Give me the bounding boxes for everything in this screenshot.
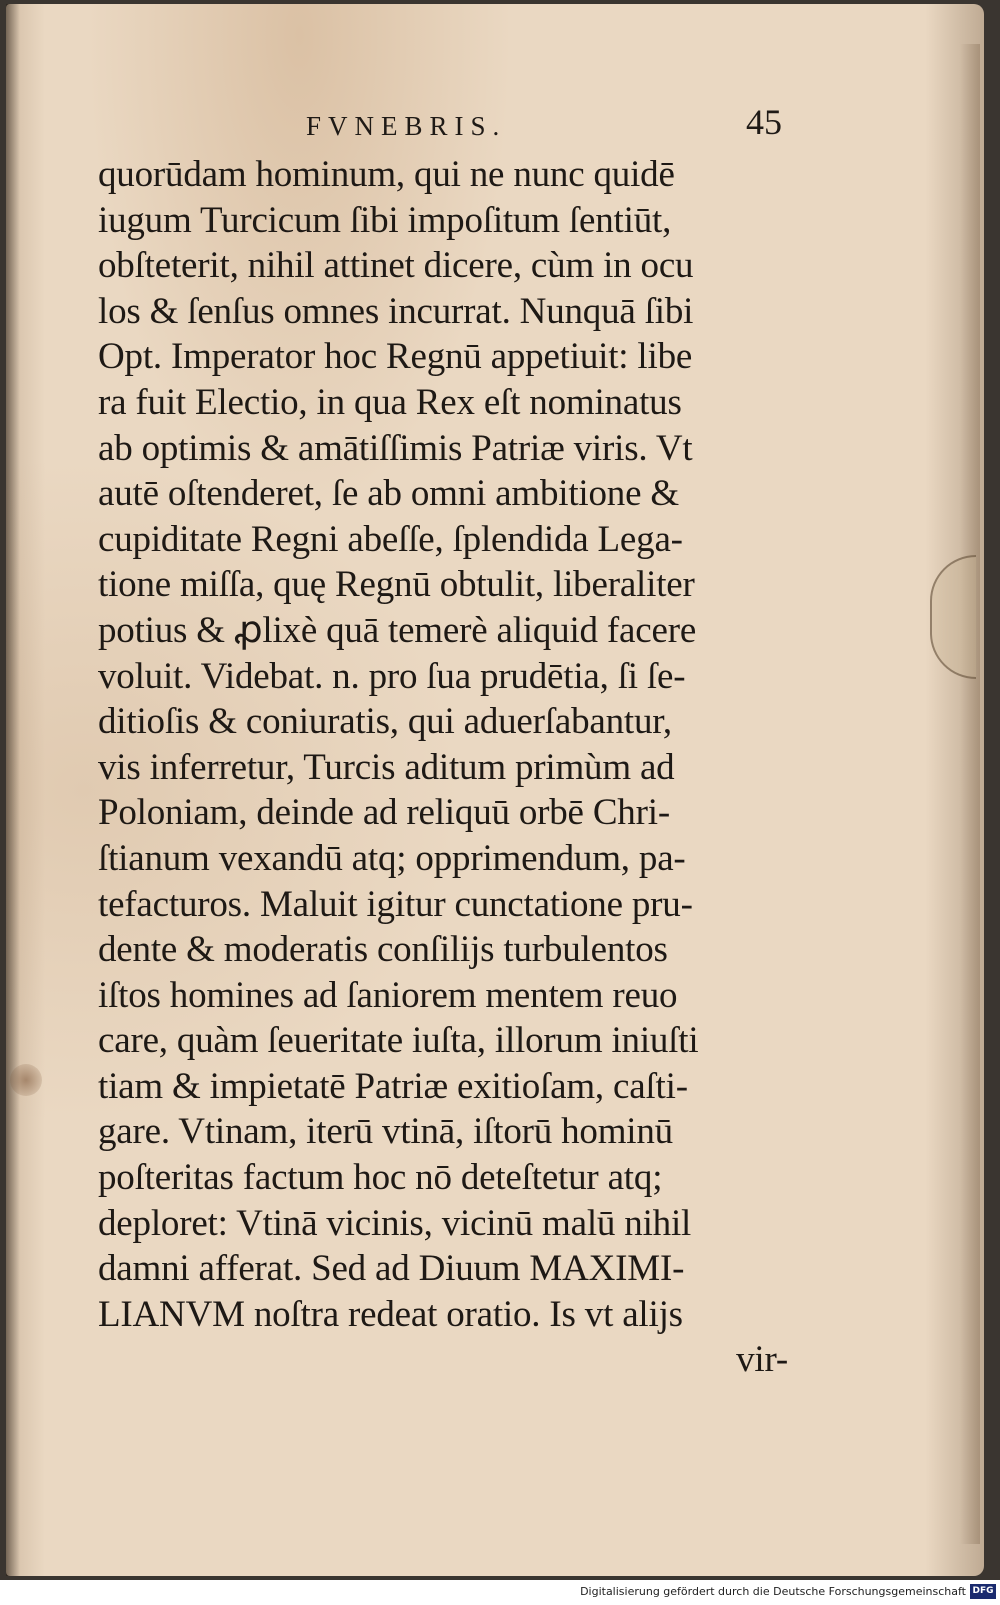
text-line: obſteterit, nihil attinet dicere, cùm in ocu [98, 245, 694, 287]
text-line: poſteritas factum hoc nō deteſtetur atq; [98, 1157, 663, 1199]
text-line: quorūdam hominum, qui ne nunc quidē [98, 154, 675, 195]
body-text [98, 152, 798, 1383]
text-line: ab optimis & amātiſſimis Patriæ viris. Vt [98, 427, 693, 469]
page-number: 45 [746, 102, 782, 142]
text-line: gare. Vtinam, iterū vtinā, iſtorū hominū [98, 1111, 673, 1153]
running-title: FVNEBRIS. [306, 111, 507, 141]
text-line: iugum Turcicum ſibi impoſitum ſentiūt, [98, 199, 672, 241]
text-line: los & ſenſus omnes incurrat. Nunquā ſibi [98, 290, 694, 332]
text-line: dente & moderatis conſilijs turbulentos [98, 929, 668, 971]
text-line: deploret: Vtinā vicinis, vicinū malū nihil [98, 1202, 692, 1244]
dfg-logo: DFG [970, 1584, 996, 1599]
page-header [306, 102, 806, 147]
page-edge-shadow [960, 44, 980, 1544]
spine-shadow [6, 4, 20, 1576]
text-line: vir- [736, 1339, 788, 1381]
funding-credit: Digitalisierung gefördert durch die Deutsche Forschungsgemeinschaft [580, 1585, 966, 1598]
text-line: ſtianum vexandū atq; opprimendum, pa- [98, 837, 686, 879]
text-line: cupiditate Regni abeſſe, ſplendida Lega- [98, 518, 683, 560]
text-line: potius & ꝓlixè quā temerè aliquid facere [98, 609, 697, 651]
text-line: autē oſtenderet, ſe ab omni ambitione & [98, 473, 679, 515]
text-line: iſtos homines ad ſaniorem mentem reuo [98, 974, 678, 1016]
digitization-footer [0, 1580, 1000, 1605]
text-line: vis inferretur, Turcis aditum primùm ad [98, 746, 675, 788]
paper-stain [10, 1064, 42, 1096]
text-line: voluit. Videbat. n. pro ſua prudētia, ſi ſe- [98, 655, 686, 697]
text-line: care, quàm ſeueritate iuſta, illorum iniuſti [98, 1020, 699, 1062]
text-line: tione miſſa, quę Regnū obtulit, liberaliter [98, 564, 695, 606]
text-line: ra fuit Electio, in qua Rex eſt nominatus [98, 381, 682, 423]
text-line: tefacturos. Maluit igitur cunctatione pru- [98, 883, 693, 925]
text-line: LIANVM noſtra redeat oratio. Is vt alijs [98, 1293, 683, 1335]
text-line: ditioſis & coniuratis, qui aduerſabantur, [98, 701, 672, 743]
text-line: tiam & impietatē Patriæ exitioſam, caſti- [98, 1065, 688, 1107]
book-page [6, 4, 984, 1576]
text-line: Opt. Imperator hoc Regnū appetiuit: libe [98, 336, 693, 378]
text-line: damni afferat. Sed ad Diuum MAXIMI- [98, 1248, 685, 1290]
text-line: Poloniam, deinde ad reliquū orbē Chri- [98, 792, 670, 834]
